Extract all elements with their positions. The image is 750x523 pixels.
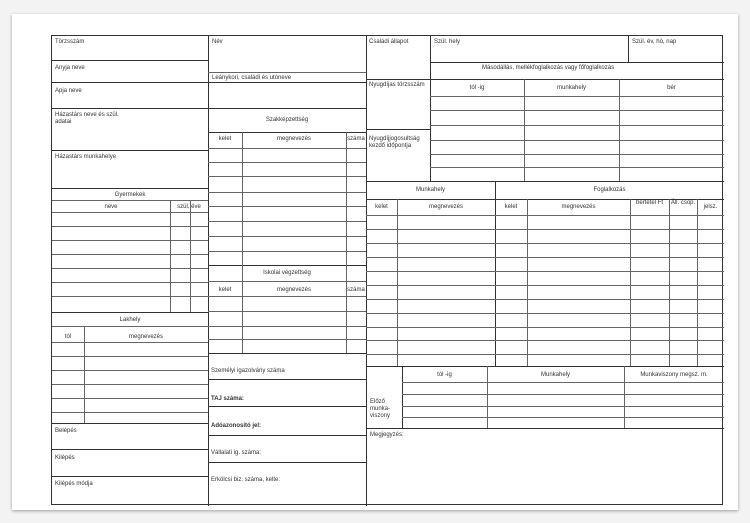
- fg-col-berletel: bértétel Ft: [635, 200, 663, 206]
- iskolai-vegzettseg-title: Iskolai végzettség: [263, 270, 311, 276]
- szak-col-szama: száma: [347, 136, 365, 142]
- mh-col-megnevezes: megnevezés: [428, 204, 464, 210]
- fg-col-jelsz: jelsz.: [703, 204, 718, 210]
- nev-label: Név: [212, 39, 223, 45]
- torzsszam-label: Törzsszám: [55, 39, 85, 45]
- fg-col-all-csop: Áll. csop.: [670, 200, 696, 206]
- fg-col-megnevezes: megnevezés: [561, 204, 596, 210]
- megjegyzes-label: Megjegyzés:: [370, 432, 404, 438]
- munkahely-title: Munkahely: [415, 187, 445, 193]
- isk-col-szama: száma: [347, 287, 365, 293]
- personnel-record-grid: [51, 35, 723, 505]
- masodallas-label: Másodállás, mellékfoglalkozás vagy főfoglalkozás: [482, 65, 615, 71]
- erkolcsi-biz-label: Erkölcsi biz. száma, kelte:: [211, 477, 281, 483]
- adoazonosito-label: Adóazonosító jel:: [211, 423, 261, 429]
- lakhely-col-megnevezes: megnevezés: [128, 334, 164, 340]
- lakhely-title: Lakhely: [119, 317, 141, 323]
- col-tol-ig: tól -ig: [469, 85, 485, 91]
- hazastars-neve-label: Házastárs neve és szül. adatai: [55, 112, 119, 125]
- csaladi-allapot-label: Családi állapot: [369, 39, 409, 45]
- szakkepzettseg-title: Szakképzettség: [265, 117, 309, 123]
- anyja-neve-label: Anyja neve: [55, 65, 85, 71]
- gyermek-col-szul-eve: szül. éve: [177, 204, 201, 210]
- szemelyi-ig-label: Személyi igazolvány száma: [211, 368, 285, 374]
- belepes-label: Belépés: [55, 428, 77, 434]
- lakhely-col-tol: tól: [64, 334, 72, 340]
- elozo-munkaviszony-label: Előző munka-viszony: [370, 399, 391, 419]
- gyermek-col-neve: neve: [104, 204, 118, 210]
- szul-ev-label: Szül. év, hó, nap: [632, 39, 677, 45]
- nyugdijjogosultsag-label: Nyugdíjjogosultság kezdő időpontja: [369, 136, 420, 149]
- taj-szama-label: TAJ száma:: [211, 396, 244, 402]
- szak-col-megnevezes: megnevezés: [276, 136, 312, 142]
- apja-neve-label: Apja neve: [55, 88, 82, 94]
- col-ber: bér: [667, 85, 676, 91]
- gyermekek-title: Gyermekek: [114, 192, 146, 198]
- vallalati-ig-label: Vállalati ig. száma:: [211, 450, 262, 456]
- foglalkozas-title: Foglalkozás: [593, 187, 626, 193]
- elozo-col-megsz: Munkaviszony megsz. m.: [640, 372, 708, 378]
- elozo-col-tol-ig: tól -ig: [437, 372, 452, 378]
- szul-hely-label: Szül. hely: [434, 39, 461, 45]
- mh-col-kelet: kelet: [375, 204, 388, 210]
- elozo-col-munkahely: Munkahely: [540, 372, 570, 378]
- col-munkahely: munkahely: [556, 85, 586, 91]
- isk-col-megnevezes: megnevezés: [276, 287, 312, 293]
- fg-col-kelet: kelet: [504, 204, 518, 210]
- kilepes-label: Kilépés: [55, 455, 75, 461]
- kilepes-modja-label: Kilépés módja: [55, 481, 93, 487]
- nyugdijas-torzsszam-label: Nyugdíjas törzsszám: [369, 82, 425, 88]
- isk-col-kelet: kelet: [218, 287, 232, 293]
- form-sheet: [12, 14, 738, 510]
- leanykori-nev-label: Leánykori, családi és utóneve: [212, 75, 292, 81]
- szak-col-kelet: kelet: [218, 136, 232, 142]
- hazastars-munkahelye-label: Házastárs munkahelye: [55, 154, 117, 160]
